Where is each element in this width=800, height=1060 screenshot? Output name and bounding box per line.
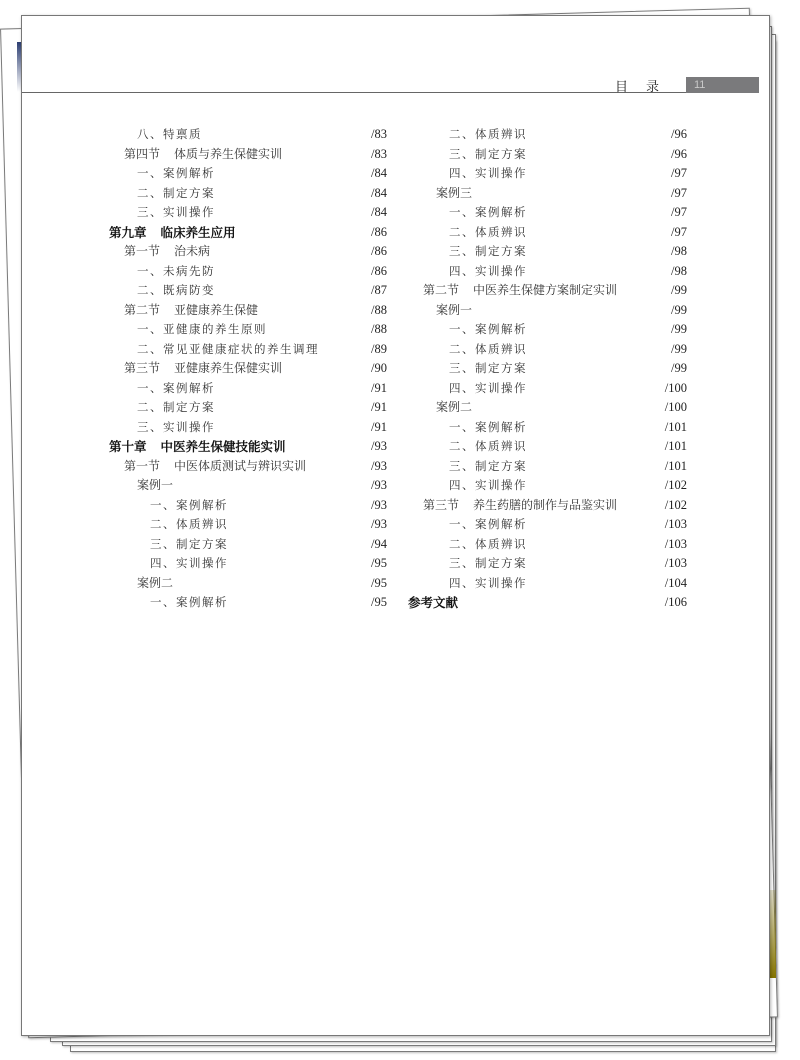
toc-entry-label: 一、案例解析 [449,205,527,219]
toc-entry-title [449,359,527,379]
toc-entry-label: 二、体质辨识 [449,439,527,453]
toc-entry-title [137,476,173,496]
toc-entry-page: /100 [664,400,687,414]
toc-entry-label: 案例一 [137,478,174,492]
toc-entry-title [436,301,472,321]
toc-entry-subitem[interactable] [109,496,387,516]
toc-entry-title [423,496,617,516]
toc-entry-chapter[interactable] [109,223,387,243]
toc-entry-page: /93 [371,458,387,473]
toc-entry-page: /90 [371,361,387,375]
toc-entry-label: 二、制定方案 [137,400,215,414]
toc-entry-subitem[interactable] [109,593,387,613]
toc-entry-label: 一、案例解析 [150,497,228,512]
toc-entry-label: 二、制定方案 [137,185,215,200]
toc-entry-heading: 中医养生保健技能实训 [160,439,286,454]
toc-entry-label: 一、亚健康的养生原则 [137,322,267,336]
toc-entry-label: 第四节 [124,146,161,161]
toc-entry-title [137,398,215,418]
toc-entry-case[interactable] [408,398,687,418]
toc-entry-chapter[interactable] [109,437,387,457]
toc-entry-page: /89 [371,341,387,356]
toc-entry-page: /84 [371,205,387,219]
toc-entry-label: 第二节 [423,283,460,297]
toc-entry-item[interactable] [109,418,387,438]
toc-entry-subitem[interactable] [408,203,687,223]
toc-entry-page: /93 [371,439,387,453]
toc-entry-subitem[interactable] [408,554,687,574]
toc-entry-page: /95 [371,556,387,570]
toc-entry-title [449,574,527,594]
toc-entry-label: 三、制定方案 [449,146,527,161]
toc-entry-title [109,223,236,243]
toc-entry-heading: 中医养生保健方案制定实训 [473,283,618,297]
toc-entry-title [449,145,527,165]
toc-entry-page: /94 [371,536,387,551]
toc-entry-page: /99 [671,302,687,317]
running-header [22,77,759,93]
toc-entry-label: 四、实训操作 [449,380,527,395]
toc-entry-title [137,320,267,340]
toc-entry-label: 三、制定方案 [449,458,527,473]
toc-entry-title [449,554,527,574]
toc-entry-title [124,242,210,262]
toc-entry-case[interactable] [408,184,687,204]
toc-entry-subitem[interactable] [408,457,687,477]
toc-entry-item[interactable] [109,398,387,418]
toc-entry-title [137,184,215,204]
toc-entry-title [150,515,228,535]
toc-entry-title [436,184,472,204]
toc-entry-label: 案例三 [436,185,473,200]
toc-entry-item[interactable] [109,262,387,282]
toc-entry-subitem[interactable] [408,340,687,360]
toc-entry-heading: 体质与养生保健实训 [174,146,283,161]
toc-entry-page: /93 [371,497,387,512]
toc-entry-label: 三、制定方案 [150,536,228,551]
toc-entry-label: 三、实训操作 [137,419,215,434]
toc-entry-subitem[interactable] [408,262,687,282]
toc-entry-label: 四、实训操作 [449,166,527,180]
toc-entry-label: 二、体质辨识 [449,224,527,239]
toc-entry-item[interactable] [109,164,387,184]
toc-entry-page: /97 [671,224,687,239]
toc-entry-case[interactable] [109,574,387,594]
toc-entry-subitem[interactable] [408,418,687,438]
toc-entry-subitem[interactable] [408,379,687,399]
toc-entry-label: 一、案例解析 [449,322,527,336]
toc-entry-heading: 养生药膳的制作与品鉴实训 [473,497,618,512]
toc-entry-subitem[interactable] [408,535,687,555]
toc-entry-label: 案例二 [436,400,473,414]
toc-entry-label: 第一节 [124,244,161,258]
toc-entry-page: /84 [371,185,387,200]
toc-entry-page: /99 [671,322,687,336]
toc-entry-title [408,593,458,613]
toc-entry-title [449,515,527,535]
toc-entry-item[interactable] [109,340,387,360]
toc-entry-label: 第二节 [124,302,161,317]
toc-entry-page: /91 [371,400,387,414]
toc-entry-title [449,476,527,496]
toc-entry-page: /99 [671,361,687,375]
toc-entry-page: /101 [664,419,687,434]
toc-entry-chapter[interactable] [408,593,687,613]
toc-entry-title [449,320,527,340]
toc-entry-label: 第一节 [124,458,161,473]
toc-entry-title [124,301,258,321]
toc-entry-subitem[interactable] [408,145,687,165]
toc-entry-heading: 亚健康养生保健 [174,302,259,317]
toc-entry-page: /88 [371,302,387,317]
page-number-tab: 11 [686,77,759,93]
toc-entry-section[interactable] [109,457,387,477]
toc-entry-page: /97 [671,205,687,219]
toc-entry-subitem[interactable] [408,574,687,594]
toc-entry-title [449,164,527,184]
toc-entry-label: 四、实训操作 [449,575,527,590]
toc-entry-label: 四、实训操作 [150,556,228,570]
toc-entry-page: /99 [671,283,687,297]
toc-entry-page: /87 [371,283,387,297]
toc-entry-label: 四、实训操作 [449,263,527,278]
toc-entry-label: 一、案例解析 [137,166,215,180]
toc-entry-page: /98 [671,244,687,258]
toc-entry-title [150,535,228,555]
toc-entry-label: 八、特禀质 [137,127,202,141]
toc-entry-label: 四、实训操作 [449,478,527,492]
toc-entry-title [137,125,202,145]
toc-entry-item[interactable] [109,320,387,340]
toc-entry-title [137,164,215,184]
toc-entry-title [449,262,527,282]
toc-entry-label: 三、制定方案 [449,361,527,375]
toc-entry-title [449,379,527,399]
toc-entry-page: /91 [371,380,387,395]
toc-entry-page: /91 [371,419,387,434]
toc-entry-page: /104 [664,575,687,590]
toc-entry-page: /103 [664,536,687,551]
toc-entry-label: 二、既病防变 [137,283,215,297]
toc-entry-page: /97 [671,166,687,180]
toc-entry-title [449,203,527,223]
toc-entry-subitem[interactable] [408,476,687,496]
toc-entry-label: 一、案例解析 [449,419,527,434]
toc-entry-item[interactable] [109,203,387,223]
toc-entry-item[interactable] [109,125,387,145]
toc-entry-subitem[interactable] [109,515,387,535]
toc-entry-label: 二、体质辨识 [150,517,228,531]
toc-entry-label: 一、案例解析 [137,380,215,395]
toc-entry-page: /102 [664,478,687,492]
toc-entry-item[interactable] [109,184,387,204]
toc-entry-heading: 中医体质测试与辨识实训 [174,458,307,473]
toc-entry-label: 第三节 [124,361,161,375]
toc-entry-label: 第十章 [109,439,147,454]
toc-entry-title [137,379,215,399]
toc-entry-subitem[interactable] [109,535,387,555]
toc-entry-title [423,281,617,301]
toc-entry-section[interactable] [408,496,687,516]
toc-entry-page: /83 [371,127,387,141]
toc-entry-section[interactable] [109,301,387,321]
header-title: 目录 [614,80,677,95]
toc-entry-title [137,281,215,301]
toc-entry-subitem[interactable] [408,223,687,243]
toc-entry-label: 三、实训操作 [137,205,215,219]
toc-entry-title [137,418,215,438]
toc-entry-page: /101 [664,458,687,473]
toc-entry-title [449,340,527,360]
toc-column-left [109,125,387,613]
toc-entry-label: 一、案例解析 [449,517,527,531]
toc-entry-label: 参考文献 [408,595,459,610]
toc-entry-subitem[interactable] [408,515,687,535]
toc-entry-page: /102 [664,497,687,512]
toc-entry-section[interactable] [408,281,687,301]
toc-entry-page: /96 [671,146,687,161]
toc-entry-label: 第三节 [423,497,460,512]
toc-entry-title [449,242,527,262]
toc-entry-page: /99 [671,341,687,356]
toc-entry-label: 二、体质辨识 [449,127,527,141]
toc-entry-page: /103 [664,556,687,570]
toc-entry-page: /86 [371,224,387,239]
toc-entry-page: /98 [671,263,687,278]
toc-entry-section[interactable] [109,242,387,262]
toc-entry-subitem[interactable] [408,242,687,262]
toc-entry-subitem[interactable] [408,359,687,379]
toc-entry-page: /96 [671,127,687,141]
toc-entry-title [449,418,527,438]
toc-entry-title [124,457,306,477]
toc-entry-page: /93 [371,478,387,492]
toc-page [21,15,770,1036]
toc-entry-label: 一、未病先防 [137,263,215,278]
toc-entry-title [436,398,472,418]
toc-entry-item[interactable] [109,281,387,301]
toc-entry-item[interactable] [109,379,387,399]
toc-entry-page: /84 [371,166,387,180]
toc-entry-label: 二、体质辨识 [449,341,527,356]
toc-entry-page: /83 [371,146,387,161]
toc-entry-title [150,496,228,516]
toc-entry-title [137,340,319,360]
toc-entry-page: /86 [371,263,387,278]
toc-entry-page: /93 [371,517,387,531]
toc-entry-title [449,125,527,145]
toc-entry-title [150,593,228,613]
toc-entry-case[interactable] [408,301,687,321]
toc-entry-title [109,437,286,457]
toc-entry-label: 三、制定方案 [449,556,527,570]
header-rule [22,92,686,93]
toc-entry-case[interactable] [109,476,387,496]
toc-entry-page: /101 [664,439,687,453]
toc-entry-title [124,145,282,165]
toc-entry-page: /106 [664,595,687,609]
toc-entry-subitem[interactable] [408,437,687,457]
toc-entry-subitem[interactable] [408,164,687,184]
toc-entry-title [137,262,215,282]
toc-entry-section[interactable] [109,359,387,379]
toc-entry-page: /86 [371,244,387,258]
toc-entry-heading: 亚健康养生保健实训 [174,361,283,375]
toc-entry-title [449,457,527,477]
toc-entry-title [150,554,228,574]
toc-entry-label: 第九章 [109,224,147,240]
toc-entry-label: 一、案例解析 [150,595,228,609]
toc-entry-label: 二、体质辨识 [449,536,527,551]
toc-entry-label: 案例二 [137,575,174,590]
toc-entry-subitem[interactable] [408,125,687,145]
toc-entry-heading: 临床养生应用 [160,224,236,240]
toc-entry-heading: 治未病 [174,244,211,258]
toc-entry-page: /88 [371,322,387,336]
toc-entry-page: /95 [371,595,387,609]
toc-entry-title [124,359,282,379]
toc-column-right [408,125,687,613]
toc-entry-section[interactable] [109,145,387,165]
toc-entry-title [449,535,527,555]
toc-entry-title [137,203,215,223]
toc-entry-title [137,574,173,594]
toc-entry-title [449,437,527,457]
toc-entry-subitem[interactable] [109,554,387,574]
toc-entry-label: 案例一 [436,302,473,317]
toc-entry-page: /103 [664,517,687,531]
cover-edge-olive [769,890,776,978]
toc-entry-title [449,223,527,243]
toc-entry-label: 三、制定方案 [449,244,527,258]
toc-entry-label: 二、常见亚健康症状的养生调理 [137,341,319,356]
toc-entry-page: /95 [371,575,387,590]
toc-entry-subitem[interactable] [408,320,687,340]
toc-entry-page: /100 [664,380,687,395]
toc-entry-page: /97 [671,185,687,200]
